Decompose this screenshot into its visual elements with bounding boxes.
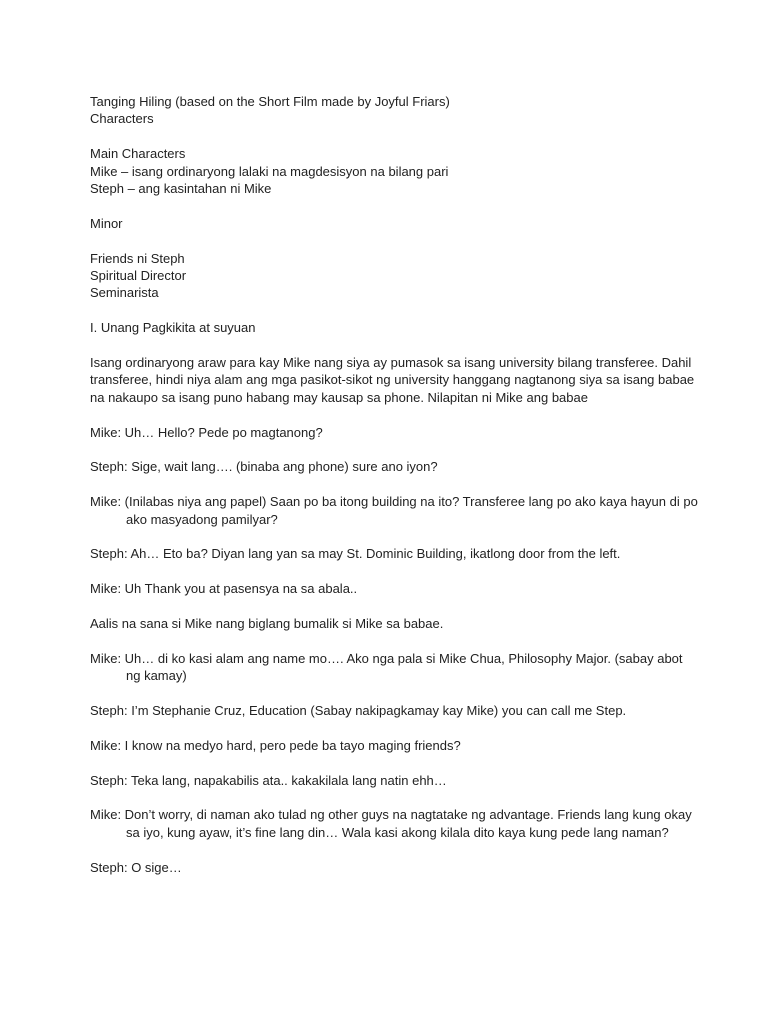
spacer xyxy=(90,476,698,493)
spacer xyxy=(90,337,698,354)
minor-character: Spiritual Director xyxy=(90,268,187,284)
dialogue-text: Steph: Teka lang, napakabilis ata.. kakakilala lang natin ehh… xyxy=(90,772,447,788)
spacer xyxy=(90,128,698,145)
dialogue-line xyxy=(90,424,698,441)
spacer xyxy=(90,441,698,458)
document-title: Tanging Hiling (based on the Short Film made by Joyful Friars) xyxy=(90,94,450,109)
minor-heading: Minor xyxy=(90,215,123,231)
dialogue-line xyxy=(90,859,698,876)
spacer xyxy=(90,197,698,214)
dialogue-text: Aalis na sana si Mike nang biglang bumalik si Mike sa babae. xyxy=(90,616,444,632)
dialogue-continuation: sa iyo, kung ayaw, it’s fine lang din… Wala kasi akong kilala dito kaya kung pede lang naman? xyxy=(126,824,669,840)
spacer xyxy=(90,232,698,249)
narration-line: Isang ordinaryong araw para kay Mike nang siya ay pumasok sa isang university bilang transferee. Dahil xyxy=(90,355,692,371)
spacer xyxy=(90,563,698,580)
dialogue-list xyxy=(90,424,698,876)
spacer xyxy=(90,406,698,423)
dialogue-continuation: ako masyadong pamilyar? xyxy=(126,511,278,527)
spacer xyxy=(90,528,698,545)
dialogue-text: Mike: Uh Thank you at pasensya na sa abala.. xyxy=(90,581,358,597)
dialogue-text: Mike: I know na medyo hard, pero pede ba tayo maging friends? xyxy=(90,737,461,753)
spacer xyxy=(90,598,698,615)
dialogue-line xyxy=(90,615,698,632)
characters-heading: Characters xyxy=(90,111,154,127)
dialogue-line xyxy=(90,650,698,685)
main-characters-heading: Main Characters xyxy=(90,146,186,162)
spacer xyxy=(90,754,698,771)
spacer xyxy=(90,719,698,736)
narration-line: transferee, hindi niya alam ang mga pasikot-sikot ng university hanggang nagtanong siya sa isang babae xyxy=(90,372,695,388)
dialogue-text: Mike: Uh… Hello? Pede po magtanong? xyxy=(90,424,323,440)
dialogue-text: Steph: O sige… xyxy=(90,859,182,875)
dialogue-text: Steph: Ah… Eto ba? Diyan lang yan sa may St. Dominic Building, ikatlong door from the left. xyxy=(90,546,621,562)
spacer xyxy=(90,841,698,858)
dialogue-line xyxy=(90,458,698,475)
dialogue-text: Mike: (Inilabas niya ang papel) Saan po ba itong building na ito? Transferee lang po ako kaya hayun di po xyxy=(90,494,698,510)
dialogue-line xyxy=(90,772,698,789)
dialogue-line xyxy=(90,493,698,528)
dialogue-line xyxy=(90,806,698,841)
minor-character: Friends ni Steph xyxy=(90,250,185,266)
character-mike: Mike – isang ordinaryong lalaki na magdesisyon na bilang pari xyxy=(90,163,449,179)
narration-line: na nakaupo sa isang puno habang may kausap sa phone. Nilapitan ni Mike ang babae xyxy=(90,389,588,405)
dialogue-text: Mike: Don’t worry, di naman ako tulad ng other guys na nagtatake ng advantage. Friends lang kung okay xyxy=(90,807,692,823)
dialogue-text: Mike: Uh… di ko kasi alam ang name mo…. Ako nga pala si Mike Chua, Philosophy Major. (sabay abot xyxy=(90,650,683,666)
narration-paragraph xyxy=(90,354,698,406)
dialogue-text: Steph: I’m Stephanie Cruz, Education (Sabay nakipagkamay kay Mike) you can call me Step. xyxy=(90,703,627,719)
spacer xyxy=(90,302,698,319)
character-steph: Steph – ang kasintahan ni Mike xyxy=(90,181,272,197)
spacer xyxy=(90,632,698,649)
section-title: I. Unang Pagkikita at suyuan xyxy=(90,320,256,336)
minor-character: Seminarista xyxy=(90,285,159,301)
spacer xyxy=(90,789,698,806)
dialogue-text: Steph: Sige, wait lang…. (binaba ang phone) sure ano iyon? xyxy=(90,459,438,475)
dialogue-line xyxy=(90,580,698,597)
dialogue-line xyxy=(90,545,698,562)
spacer xyxy=(90,685,698,702)
dialogue-continuation: ng kamay) xyxy=(126,668,187,684)
dialogue-line xyxy=(90,702,698,719)
dialogue-line xyxy=(90,737,698,754)
